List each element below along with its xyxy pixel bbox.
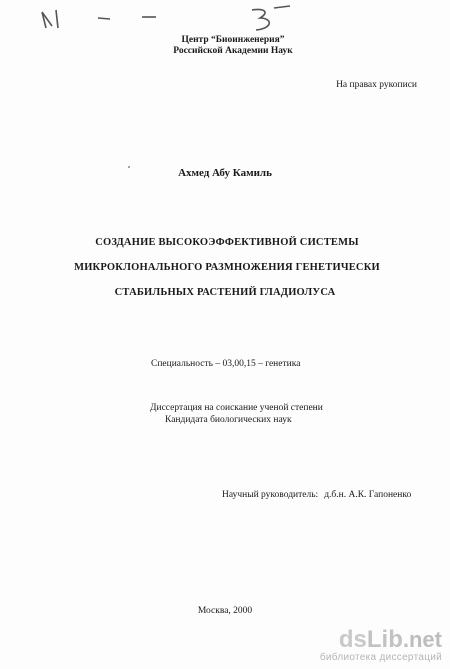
- logo-lib: Lib: [366, 626, 403, 653]
- degree-line-1: Диссертация на соискание ученой степени: [150, 403, 323, 413]
- rights-note: На правах рукописи: [336, 80, 417, 90]
- supervisor-label: Научный руководитель:: [222, 490, 319, 500]
- dslib-logo[interactable]: [339, 627, 442, 653]
- handwritten-archive-number: [38, 2, 298, 34]
- thesis-title-line-2: МИКРОКЛОНАЛЬНОГО РАЗМНОЖЕНИЯ ГЕНЕТИЧЕСКИ: [74, 262, 380, 273]
- supervisor-name: д.б.н. А.К. Гапоненко: [324, 490, 412, 500]
- author-name: Ахмед Абу Камиль: [178, 167, 272, 179]
- logo-net: .net: [402, 627, 442, 652]
- city-year: Москва, 2000: [197, 606, 253, 616]
- organization-line-2: Российской Академии Наук: [173, 46, 293, 56]
- dslib-watermark[interactable]: [319, 626, 442, 665]
- degree-line-2: Кандидата биологических наук: [165, 415, 292, 425]
- thesis-title-line-3: СТАБИЛЬНЫХ РАСТЕНИЙ ГЛАДИОЛУСА: [114, 287, 336, 298]
- logo-ds: ds: [338, 626, 367, 653]
- watermark-subtitle: библиотека диссертаций: [319, 652, 442, 663]
- supervisor: [222, 490, 411, 500]
- thesis-title-line-1: СОЗДАНИЕ ВЫСОКОЭФФЕКТИВНОЙ СИСТЕМЫ: [95, 237, 359, 248]
- organization-line-1: Центр “Биоинженерия”: [181, 35, 285, 45]
- specialty-line: Специальность – 03,00,15 – генетика: [151, 359, 301, 369]
- handwritten-scribble: [38, 2, 298, 34]
